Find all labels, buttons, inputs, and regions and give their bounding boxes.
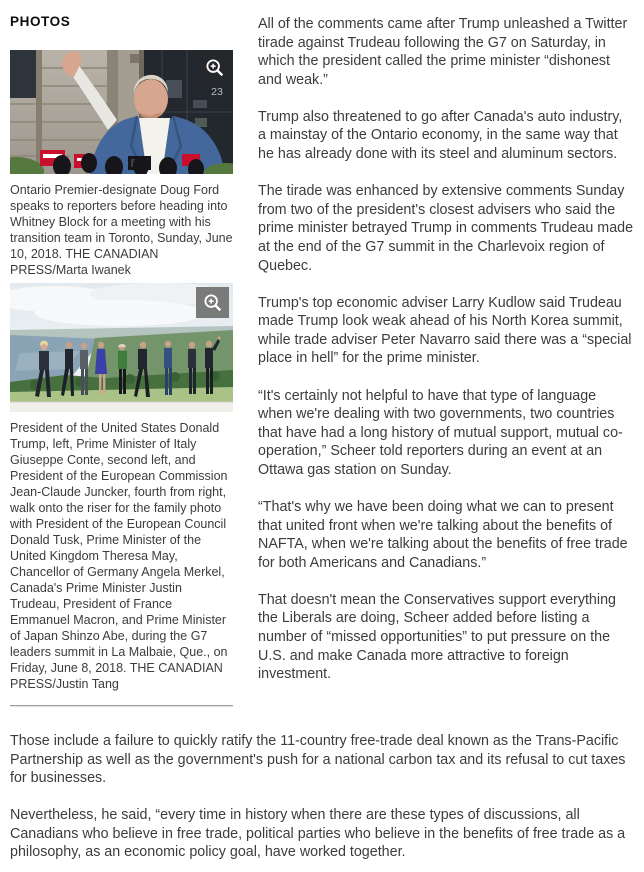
zoom-icon[interactable] — [196, 287, 229, 318]
doug-ford-photo[interactable] — [10, 50, 233, 174]
article-paragraph: All of the comments came after Trump unleashed a Twitter tirade against Trudeau following the G7 on Saturday, in which the president called the prime minister “dishonest and weak.” — [258, 16, 628, 88]
g7-family-photo[interactable] — [10, 283, 233, 412]
photo-block-g7 — [10, 283, 233, 692]
article-paragraph: Nevertheless, he said, “every time in history when there are these types of discussions, all Canadians who believe in free trade, political parties who believe in the benefits of free trade as a philosophy, as an economic policy goal, have worked together. — [10, 807, 626, 861]
photo-riser — [10, 402, 233, 412]
article-paragraph: “It's certainly not helpful to have that type of language when we're dealing with two governments, two countries that have had a long history of mutual support, mutual co-operation,” Scheer told reporters during an event at an Ottawa gas station on Sunday. — [258, 387, 623, 478]
article-paragraph: The tirade was enhanced by extensive comments Sunday from two of the president's closest advisers who said the prime minister betrayed Trump in comments Trudeau made at the end of the G7 summit in the Charlevoix region of Quebec. — [258, 183, 634, 274]
photo-caption-g7: President of the United States Donald Trump, left, Prime Minister of Italy Giuseppe Conte, second left, and President of the European Commission Jean-Claude Juncker, fourth from right, walk onto the riser for the family photo with President of the European Council Donald Tusk, Prime Minister of the United Kingdom Theresa May, Chancellor of Germany Angela Merkel, Canada's Prime Minister Justin Trudeau, President of France Emmanuel Macron, and Prime Minister of Japan Shinzo Abe, during the G7 leaders summit in La Malbaie, Que., on Friday, June 8, 2018. THE CANADIAN PRESS/Justin Tang — [10, 421, 228, 691]
article-paragraph: “That's why we have been doing what we can to present that united front when we're talking about the benefits of NAFTA, when we're talking about the benefits of free trade for both Americans and Canadians.” — [258, 498, 628, 571]
photos-heading: PHOTOS — [10, 14, 71, 29]
article-paragraph: That doesn't mean the Conservatives support everything the Liberals are doing, Scheer added before listing a number of “missed opportunities” to put pressure on the U.S. and make Canada more attractive to foreign investment. — [258, 591, 616, 683]
article-body — [258, 0, 634, 684]
photos-divider — [10, 705, 233, 707]
zoom-icon[interactable] — [198, 52, 231, 83]
photos-sidebar — [10, 0, 233, 707]
article-body-bottom — [0, 732, 644, 862]
photo-block-doug-ford — [10, 50, 233, 278]
photo-caption-doug-ford: Ontario Premier-designate Doug Ford speaks to reporters before heading into Whitney Block for a meeting with his transition team in Toronto, Sunday, June 10, 2018. THE CANADIAN PRESS/Marta Iwanek — [10, 183, 233, 277]
article-paragraph: Trump also threatened to go after Canada's auto industry, a mainstay of the Ontario economy, in the same way that he has already done with its steel and aluminum sectors. — [258, 108, 623, 163]
door-number-text: 23 — [211, 86, 223, 98]
article-paragraph: Those include a failure to quickly ratify the 11-country free-trade deal known as the Trans-Pacific Partnership as well as the government's push for a national carbon tax and its refusal to cut taxes for businesses. — [10, 733, 626, 787]
article-paragraph: Trump's top economic adviser Larry Kudlow said Trudeau made Trump look weak ahead of his North Korea summit, while trade adviser Peter Navarro said there was a “special place in hell” for the prime minister. — [258, 294, 632, 367]
